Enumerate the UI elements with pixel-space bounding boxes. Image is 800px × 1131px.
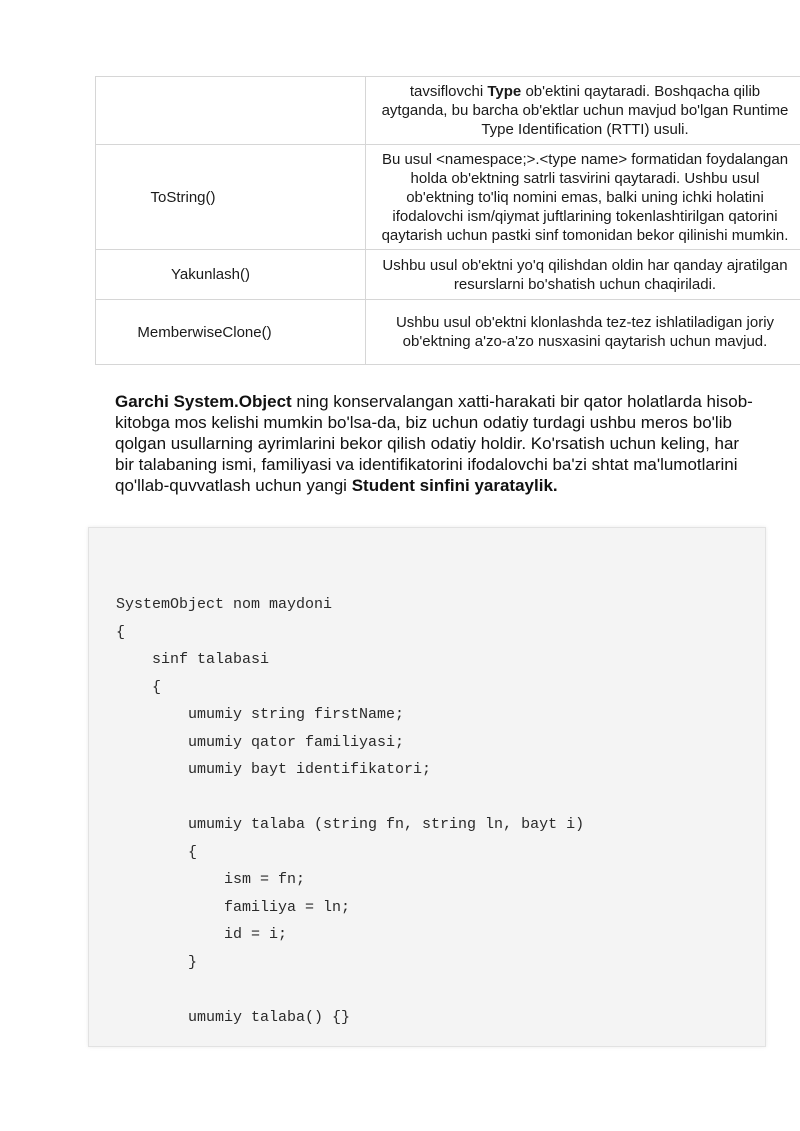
code-line: umumiy qator familiyasi; (116, 733, 405, 751)
description-line: ifodalovchi ism/qiymat juftlarining tokenlashtirilgan qatorini (392, 207, 778, 225)
method-name: MemberwiseClone() (137, 323, 272, 341)
code-listing (116, 591, 584, 1031)
description-line: holda ob'ektning satrli tasvirini qaytaradi. Ushbu usul (410, 169, 760, 187)
description-line: Type Identification (RTTI) usuli. (481, 121, 689, 138)
description-line: tavsiflovchi Type ob'ektini qaytaradi. Boshqacha qilib (409, 83, 761, 100)
code-line: } (116, 953, 198, 971)
code-line: ism = fn; (116, 871, 306, 888)
code-line: { (116, 843, 198, 861)
description-line: ob'ektning to'liq nomini emas, balki uning ichki holatini (406, 188, 764, 206)
method-description-cell (366, 300, 800, 365)
code-line: umumiy talaba() {} (116, 1008, 351, 1026)
code-line: umumiy talaba (string fn, string ln, bayt i) (116, 816, 585, 833)
method-name: Yakunlash() (171, 266, 250, 283)
description-line: ob'ektning a'zo-a'zo nusxasini qaytarish uchun mavjud. (402, 333, 768, 350)
description-line: qaytarish uchun pastki sinf tomonidan bekor qilinishi mumkin. (381, 226, 789, 244)
description-line: Ushbu usul ob'ektni klonlashda tez-tez ishlatiladigan joriy (395, 314, 775, 331)
table-row (96, 250, 800, 300)
paragraph-bold-end: Student sinfini yarataylik. (351, 476, 558, 495)
method-name-cell (96, 250, 366, 300)
method-name-cell (96, 77, 366, 145)
method-name-cell (96, 145, 366, 250)
description-bold: Type (487, 83, 522, 100)
description-line: resurslarni bo'shatish uchun chaqiriladi. (453, 275, 717, 293)
method-description-cell (366, 77, 800, 145)
code-line: SystemObject nom maydoni (116, 596, 333, 613)
paragraph-text: ning konservalangan xatti-harakati bir qator holatlarda hisob-kitobga mos kelishi mumkin bo'lsa-da, biz uchun odatiy turdagi ushbu meros bo'lib qolgan usullarning ayrimlarini bekor qilish odatiy holdir. Ko'rsatish uchun keling, har bir talabaning ismi, familiyasi va identifikatorini ifodalovchi ba'zi shtat ma'lumotlarini qo'llab-quvvatlash uchun yangi (115, 392, 753, 495)
method-description (370, 313, 800, 351)
methods-table (95, 76, 800, 365)
code-line: { (116, 623, 126, 641)
method-description-cell (366, 250, 800, 300)
method-name-cell (96, 300, 366, 365)
method-description-cell (366, 145, 800, 250)
method-description (370, 82, 800, 139)
description-line: aytganda, bu barcha ob'ektlar uchun mavjud bo'lgan Runtime (381, 102, 789, 119)
code-line: id = i; (116, 926, 288, 943)
code-line (116, 784, 584, 812)
body-paragraph (115, 391, 755, 496)
code-line (116, 976, 584, 1004)
table-row (96, 145, 800, 250)
method-description (370, 150, 800, 245)
table-row (96, 77, 800, 145)
code-line: { (116, 678, 162, 696)
table-row (96, 300, 800, 365)
code-line: umumiy bayt identifikatori; (116, 761, 432, 778)
description-line: Bu usul <namespace;>.<type name> formatidan foydalangan (381, 150, 789, 168)
code-line: familiya = ln; (116, 898, 351, 916)
method-description (370, 256, 800, 294)
paragraph-bold-start: Garchi System.Object (115, 392, 292, 411)
code-line: umumiy string firstName; (116, 706, 405, 723)
description-line: Ushbu usul ob'ektni yo'q qilishdan oldin har qanday ajratilgan (382, 256, 788, 274)
code-line: sinf talabasi (116, 651, 270, 668)
method-name: ToString() (150, 188, 216, 206)
code-block (88, 527, 766, 1047)
